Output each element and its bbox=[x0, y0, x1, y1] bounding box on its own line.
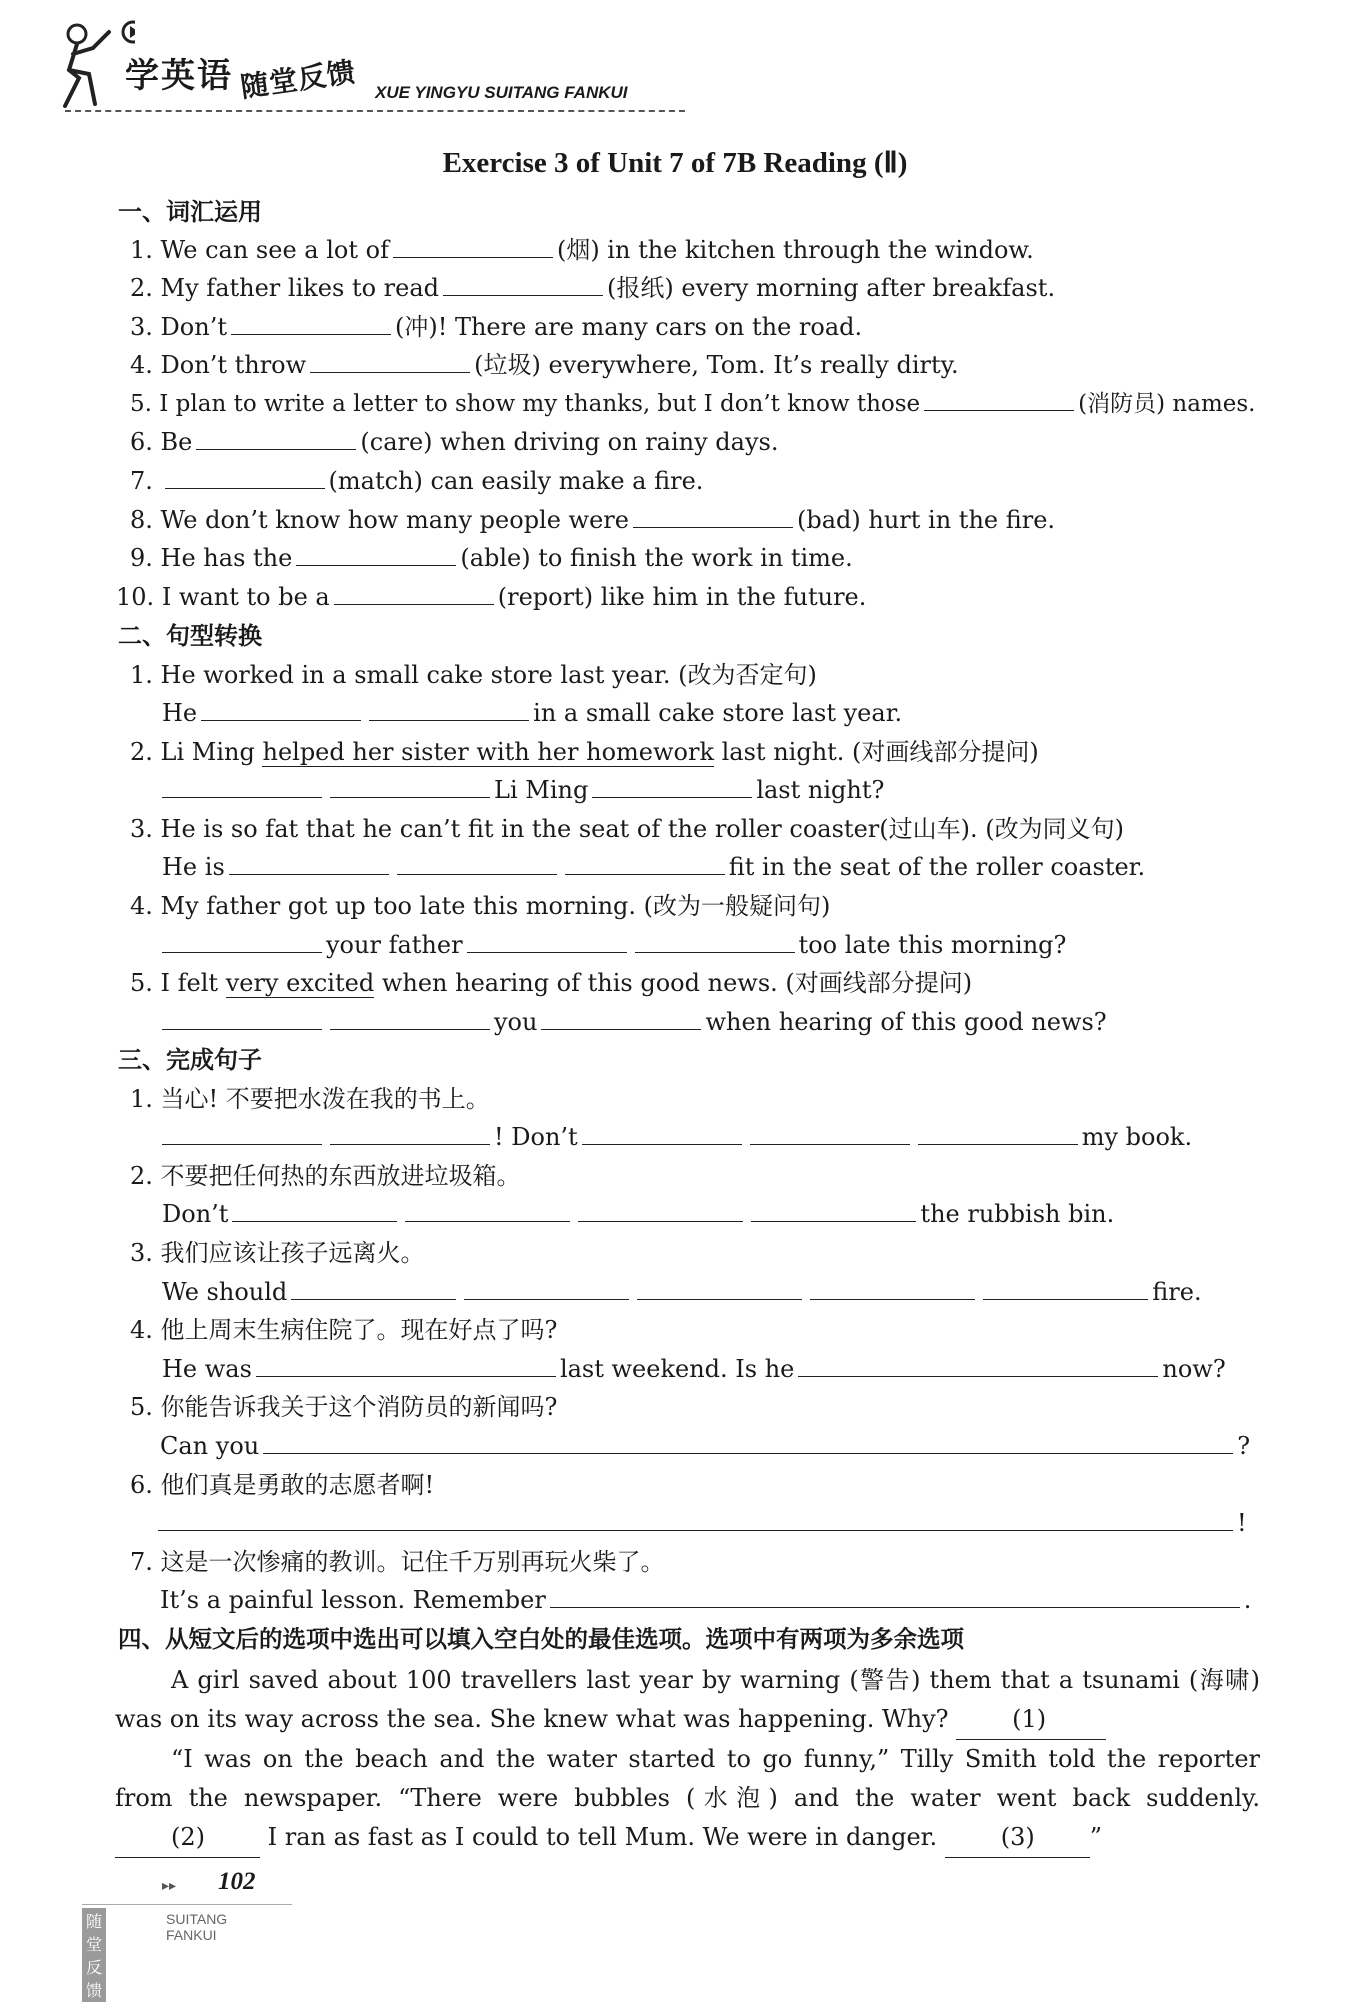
answer-blank[interactable] bbox=[983, 1277, 1148, 1300]
transform-q3: 3. He is so fat that he can’t fit in the seat of the roller coaster(过山车). (改为同义句) bbox=[130, 815, 1124, 843]
answer-blank[interactable] bbox=[550, 1585, 1240, 1608]
answer-blank[interactable] bbox=[334, 582, 494, 605]
complete-q2: 2. 不要把任何热的东西放进垃圾箱。 bbox=[130, 1162, 521, 1190]
answer-blank[interactable] bbox=[232, 1199, 397, 1222]
vocab-item-1: 1. We can see a lot of (烟) in the kitchen through the window. bbox=[130, 236, 1034, 264]
answer-blank[interactable] bbox=[330, 775, 490, 798]
section-heading-transform: 二、句型转换 bbox=[118, 622, 262, 650]
answer-blank[interactable] bbox=[162, 930, 322, 953]
passage-paragraph-2: “I was on the beach and the water started to go funny,” Tilly Smith told the reporter from the newspaper. “There were bubbles (水泡) and the water went back suddenly. (2) I ran as fast as I could to tell Mum. We were in danger. (3) ” bbox=[115, 1740, 1260, 1858]
footer-tag: 随堂反馈 bbox=[82, 1908, 106, 2002]
complete-q6: 6. 他们真是勇敢的志愿者啊! bbox=[130, 1471, 435, 1499]
page-title: Exercise 3 of Unit 7 of 7B Reading (Ⅱ) bbox=[442, 147, 908, 179]
section-heading-cloze: 四、从短文后的选项中选出可以填入空白处的最佳选项。选项中有两项为多余选项 bbox=[118, 1625, 964, 1653]
answer-blank[interactable] bbox=[637, 1277, 802, 1300]
brand-subtitle: 随堂反馈 bbox=[238, 55, 358, 104]
answer-blank[interactable] bbox=[296, 543, 456, 566]
header-divider bbox=[65, 110, 685, 112]
brand-pinyin: XUE YINGYU SUITANG FANKUI bbox=[375, 83, 628, 102]
answer-blank[interactable] bbox=[635, 930, 795, 953]
answer-blank[interactable] bbox=[330, 1007, 490, 1030]
section-heading-vocabulary: 一、词汇运用 bbox=[118, 198, 262, 226]
header-logo bbox=[55, 18, 695, 118]
complete-a1: ! Don’t my book. bbox=[158, 1121, 1192, 1153]
transform-q5: 5. I felt very excited when hearing of this good news. (对画线部分提问) bbox=[130, 969, 973, 997]
runner-icon bbox=[55, 18, 135, 118]
passage-paragraph-1: A girl saved about 100 travellers last year by warning (警告) them that a tsunami (海啸) was on its way across the sea. She knew what was happening. Why? (1) bbox=[115, 1661, 1260, 1740]
answer-blank[interactable] bbox=[443, 273, 603, 296]
brand-title: 学英语 bbox=[125, 56, 233, 96]
answer-blank[interactable] bbox=[397, 852, 557, 875]
vocab-item-9: 9. He has the (able) to finish the work in time. bbox=[130, 544, 853, 572]
complete-q7: 7. 这是一次惨痛的教训。记住千万别再玩火柴了。 bbox=[130, 1548, 665, 1576]
complete-a6: ! bbox=[158, 1507, 1247, 1539]
answer-blank[interactable] bbox=[751, 1199, 916, 1222]
vocab-item-7: 7. (match) can easily make a fire. bbox=[130, 467, 704, 495]
answer-blank-1[interactable]: (1) bbox=[956, 1700, 1106, 1740]
complete-a7: It’s a painful lesson. Remember . bbox=[160, 1586, 1252, 1614]
answer-blank[interactable] bbox=[330, 1122, 490, 1145]
answer-blank[interactable] bbox=[750, 1122, 910, 1145]
vocab-item-3: 3. Don’t (冲)! There are many cars on the road. bbox=[130, 313, 863, 341]
answer-blank[interactable] bbox=[162, 1122, 322, 1145]
answer-blank[interactable] bbox=[229, 852, 389, 875]
transform-a4: your father too late this morning? bbox=[158, 929, 1066, 961]
answer-blank-3[interactable]: (3) bbox=[945, 1818, 1090, 1858]
section-heading-complete: 三、完成句子 bbox=[118, 1046, 262, 1074]
transform-q4: 4. My father got up too late this morning. (改为一般疑问句) bbox=[130, 892, 831, 920]
complete-a5: Can you ? bbox=[160, 1432, 1251, 1460]
complete-a2: Don’t the rubbish bin. bbox=[162, 1200, 1115, 1228]
footer-tag-pinyin: SUITANG FANKUI bbox=[166, 1911, 228, 1943]
answer-blank[interactable] bbox=[158, 1508, 1233, 1531]
answer-blank[interactable] bbox=[231, 312, 391, 335]
answer-blank[interactable] bbox=[541, 1007, 701, 1030]
answer-blank[interactable] bbox=[162, 775, 322, 798]
answer-blank[interactable] bbox=[582, 1122, 742, 1145]
answer-blank-2[interactable]: (2) bbox=[115, 1818, 260, 1858]
complete-a3: We should fire. bbox=[162, 1278, 1202, 1306]
vocab-item-4: 4. Don’t throw (垃圾) everywhere, Tom. It’s really dirty. bbox=[130, 351, 959, 379]
answer-blank[interactable] bbox=[291, 1277, 456, 1300]
page-number: 102 bbox=[218, 1868, 256, 1895]
complete-q3: 3. 我们应该让孩子远离火。 bbox=[130, 1239, 425, 1267]
transform-a3: He is fit in the seat of the roller coaster. bbox=[162, 853, 1146, 881]
answer-blank[interactable] bbox=[201, 698, 361, 721]
answer-blank[interactable] bbox=[592, 775, 752, 798]
answer-blank[interactable] bbox=[165, 466, 325, 489]
answer-blank[interactable] bbox=[578, 1199, 743, 1222]
double-arrow-icon: ▸▸ bbox=[162, 1878, 177, 1894]
transform-a5: you when hearing of this good news? bbox=[158, 1006, 1107, 1038]
footer-divider bbox=[82, 1904, 292, 1905]
reading-passage bbox=[115, 1661, 1260, 1858]
vocab-item-6: 6. Be (care) when driving on rainy days. bbox=[130, 428, 779, 456]
complete-q1: 1. 当心! 不要把水泼在我的书上。 bbox=[130, 1085, 490, 1113]
answer-blank[interactable] bbox=[918, 1122, 1078, 1145]
answer-blank[interactable] bbox=[810, 1277, 975, 1300]
answer-blank[interactable] bbox=[263, 1431, 1233, 1454]
answer-blank[interactable] bbox=[256, 1354, 556, 1377]
transform-q1: 1. He worked in a small cake store last year. (改为否定句) bbox=[130, 661, 817, 689]
answer-blank[interactable] bbox=[405, 1199, 570, 1222]
answer-blank[interactable] bbox=[467, 930, 627, 953]
answer-blank[interactable] bbox=[369, 698, 529, 721]
complete-a4: He was last weekend. Is he now? bbox=[162, 1355, 1226, 1383]
vocab-item-8: 8. We don’t know how many people were (bad) hurt in the fire. bbox=[130, 506, 1056, 534]
answer-blank[interactable] bbox=[464, 1277, 629, 1300]
answer-blank[interactable] bbox=[393, 235, 553, 258]
vocab-item-2: 2. My father likes to read (报纸) every morning after breakfast. bbox=[130, 274, 1056, 302]
answer-blank[interactable] bbox=[162, 1007, 322, 1030]
transform-q2: 2. Li Ming helped her sister with her homework last night. (对画线部分提问) bbox=[130, 738, 1039, 766]
vocab-item-5: 5. I plan to write a letter to show my thanks, but I don’t know those (消防员) names. bbox=[130, 388, 1255, 420]
answer-blank[interactable] bbox=[565, 852, 725, 875]
answer-blank[interactable] bbox=[633, 505, 793, 528]
answer-blank[interactable] bbox=[310, 350, 470, 373]
complete-q4: 4. 他上周末生病住院了。现在好点了吗? bbox=[130, 1316, 558, 1344]
transform-a2: Li Ming last night? bbox=[158, 774, 884, 806]
complete-q5: 5. 你能告诉我关于这个消防员的新闻吗? bbox=[130, 1393, 558, 1421]
answer-blank[interactable] bbox=[798, 1354, 1158, 1377]
answer-blank[interactable] bbox=[196, 427, 356, 450]
vocab-item-10: 10. I want to be a (report) like him in the future. bbox=[116, 583, 867, 611]
transform-a1: He in a small cake store last year. bbox=[162, 699, 903, 727]
answer-blank[interactable] bbox=[924, 388, 1074, 411]
